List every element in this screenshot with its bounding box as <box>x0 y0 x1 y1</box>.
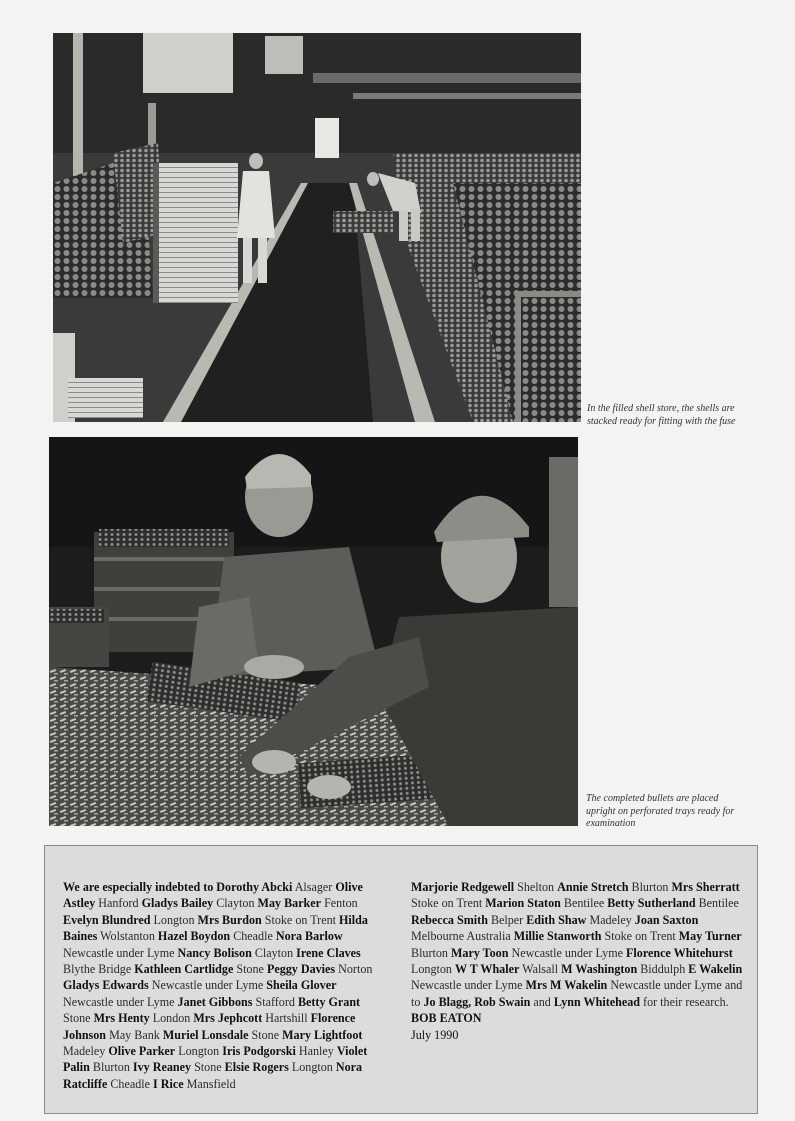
signature-date: July 1990 <box>411 1027 459 1042</box>
ack-place: Mansfield <box>186 1076 236 1091</box>
ack-name: Betty Grant <box>297 994 361 1009</box>
ack-name: I Rice <box>153 1076 184 1091</box>
ack-place: Stoke on Trent <box>264 912 336 927</box>
ack-name: Nora Barlow <box>275 929 343 944</box>
ack-name: M Washington <box>561 962 638 977</box>
ack-name: Mary Toon <box>451 945 509 960</box>
ack-place: Walsall <box>522 962 559 977</box>
ack-place: Blurton <box>411 945 448 960</box>
ack-place: Melbourne Australia <box>411 929 511 944</box>
ack-name: Dorothy Abcki <box>216 880 293 894</box>
ack-intro: We are especially indebted to <box>63 880 214 894</box>
ack-name: Florence Johnson <box>63 1011 356 1042</box>
ack-place: Longton <box>178 1044 220 1059</box>
ack-name: E Wakelin <box>688 962 743 977</box>
ack-place: Belper <box>490 912 524 927</box>
ack-name: Olive Parker <box>108 1044 176 1059</box>
ack-place: Hanford <box>98 896 139 911</box>
ack-name: Hazel Boydon <box>157 929 231 944</box>
ack-name: Olive Astley <box>63 880 363 911</box>
ack-researcher: Rob Swain <box>474 994 531 1009</box>
ack-name: Hilda Baines <box>63 912 368 944</box>
ack-place: Clayton <box>216 896 255 911</box>
ack-place: Stone <box>63 1011 91 1026</box>
ack-name: Gladys Bailey <box>141 896 214 911</box>
ack-place: Stoke on Trent <box>604 929 676 944</box>
ack-name: Mrs Burdon <box>197 912 262 927</box>
ack-name: Joan Saxton <box>634 912 699 927</box>
ack-name: W T Whaler <box>455 962 520 977</box>
ack-place: May Bank <box>109 1027 160 1042</box>
ack-place: Clayton <box>254 945 294 960</box>
ack-place: Wolstanton <box>100 929 155 944</box>
ack-and-to: and to <box>411 978 743 1009</box>
ack-place: Bentilee <box>698 896 739 911</box>
ack-place: Biddulph <box>640 962 686 977</box>
bullets-caption: The completed bullets are placed upright on perforated trays ready for examination <box>586 793 735 829</box>
ack-name: Evelyn Blundred <box>63 912 151 927</box>
ack-name: Nora Ratcliffe <box>63 1060 363 1091</box>
ack-name: Elsie Rogers <box>224 1060 289 1075</box>
ack-researcher: Lynn Whitehead <box>553 994 641 1009</box>
ack-name: Gladys Edwards <box>63 978 149 993</box>
ack-name: Mrs M Wakelin <box>525 978 608 993</box>
ack-place: Newcastle under Lyme <box>411 978 523 993</box>
ack-place: Alsager <box>294 880 333 894</box>
ack-name: Marion Staton <box>485 896 561 911</box>
ack-name: Annie Stretch <box>557 880 629 894</box>
ack-name: Mary Lightfoot <box>282 1027 363 1042</box>
ack-name: Mrs Jephcott <box>193 1011 263 1026</box>
ack-place: Stone <box>251 1027 280 1042</box>
ack-and: and <box>533 994 551 1009</box>
shell-store-photo <box>53 33 581 422</box>
ack-name: Kathleen Cartlidge <box>134 962 234 977</box>
ack-place: Norton <box>338 962 373 977</box>
ack-place: Shelton <box>517 880 555 894</box>
ack-place: Newcastle under Lyme <box>63 945 175 960</box>
ack-name: Florence Whitehurst <box>626 945 733 960</box>
ack-name: Marjorie Redgewell <box>411 880 515 894</box>
ack-name: May Barker <box>257 896 322 911</box>
ack-place: Stafford <box>255 994 295 1009</box>
shell-store-caption: In the filled shell store, the shells are stacked ready for fitting with the fuse <box>587 403 736 427</box>
ack-name: Peggy Davies <box>266 962 336 977</box>
ack-name: Irene Claves <box>296 945 361 960</box>
ack-name: Ivy Reaney <box>132 1060 192 1075</box>
ack-name: Janet Gibbons <box>177 994 253 1009</box>
ack-place: Hanley <box>298 1044 334 1059</box>
ack-name: Betty Sutherland <box>607 896 696 911</box>
ack-name: May Turner <box>678 929 742 944</box>
ack-place: Newcastle under Lyme <box>63 994 175 1009</box>
ack-place: Fenton <box>324 896 358 911</box>
ack-name: Sheila Glover <box>266 978 337 993</box>
ack-place: Stone <box>194 1060 222 1075</box>
ack-place: Cheadle <box>233 929 273 944</box>
ack-place: Longton <box>411 962 452 977</box>
ack-closing: for their research. <box>643 994 729 1009</box>
ack-name: Mrs Henty <box>93 1011 150 1026</box>
ack-name: Iris Podgorski <box>222 1044 296 1059</box>
ack-place: Newcastle under Lyme <box>511 945 623 960</box>
ack-researcher: Jo Blagg <box>423 994 469 1009</box>
bullet-trays-photo <box>49 437 578 826</box>
ack-place: Cheadle <box>110 1076 150 1091</box>
ack-place: Newcastle under Lyme <box>610 978 722 993</box>
ack-place: Bentilee <box>563 896 605 911</box>
ack-place: Stone <box>236 962 264 977</box>
ack-name: Violet Palin <box>63 1044 368 1075</box>
ack-name: Millie Stanworth <box>513 929 602 944</box>
acknowledgements-column-left <box>63 879 385 1092</box>
ack-name: Muriel Lonsdale <box>162 1027 249 1042</box>
signature: BOB EATON <box>411 1011 482 1026</box>
acknowledgements-column-right <box>411 879 743 1043</box>
ack-place: Longton <box>153 912 195 927</box>
acknowledgements-box <box>44 845 758 1114</box>
ack-place: Hartshill <box>265 1011 308 1026</box>
ack-name: Edith Shaw <box>526 912 587 927</box>
ack-place: Blurton <box>92 1060 130 1075</box>
ack-place: Madeley <box>63 1044 106 1059</box>
ack-place: Blurton <box>631 880 669 894</box>
ack-name: Nancy Bolison <box>177 945 252 960</box>
ack-comma: , <box>468 994 472 1009</box>
ack-name: Rebecca Smith <box>411 912 488 927</box>
ack-place: Blythe Bridge <box>63 962 132 977</box>
ack-place: Newcastle under Lyme <box>151 978 264 993</box>
ack-name: Mrs Sherratt <box>671 880 740 894</box>
ack-place: Longton <box>291 1060 333 1075</box>
ack-place: Madeley <box>589 912 632 927</box>
ack-place: Stoke on Trent <box>411 896 483 911</box>
ack-place: London <box>152 1011 191 1026</box>
